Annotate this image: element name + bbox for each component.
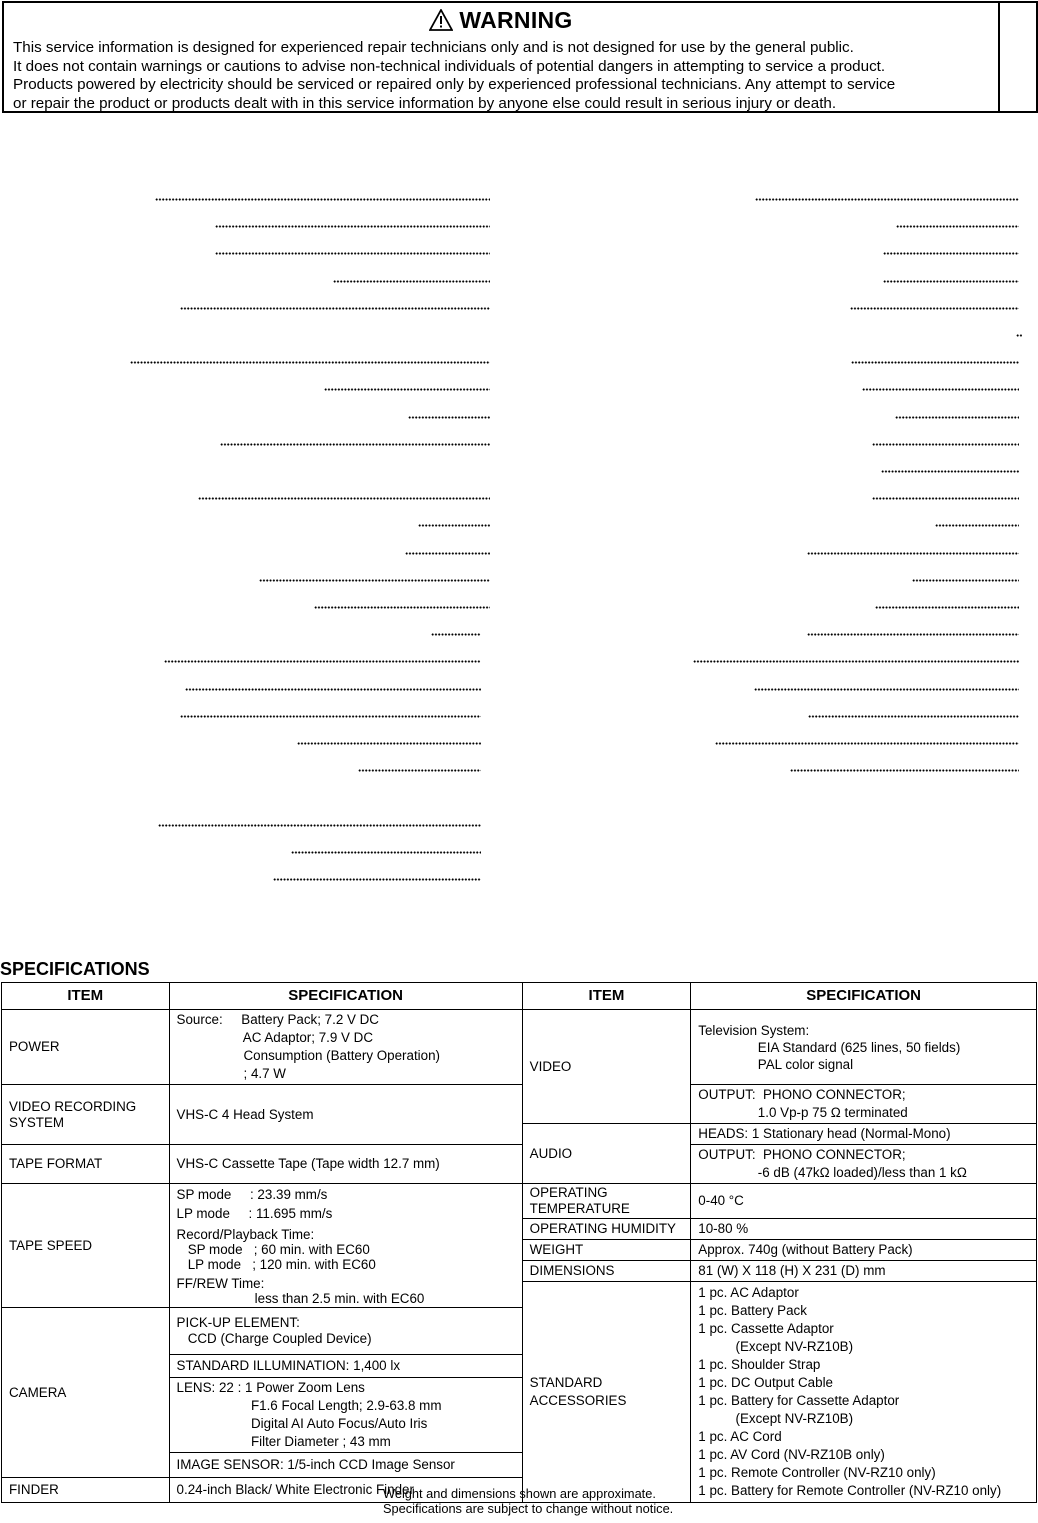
spec-line: LENS: 22 : 1 Power Zoom Lens — [176, 1380, 365, 1395]
item-standard-accessories — [522, 1282, 691, 1503]
item-line: VIDEO RECORDING — [9, 1098, 137, 1114]
spec-line: F1.6 Focal Length; 2.9-63.8 mm — [176, 1398, 442, 1413]
toc-dotted-leader — [862, 388, 1019, 391]
toc-dotted-leader — [215, 225, 490, 228]
spec-audio-output — [691, 1145, 1037, 1184]
spec-line: (Except NV-RZ10B) — [698, 1411, 854, 1426]
spec-line: 1 pc. Shoulder Strap — [698, 1357, 821, 1372]
warning-box — [2, 1, 1000, 113]
item-finder: FINDER — [2, 1478, 170, 1503]
item-line: STANDARD — [529, 1375, 603, 1390]
warning-title-text: WARNING — [459, 7, 573, 33]
spec-power — [169, 1010, 522, 1085]
header-specification: SPECIFICATION — [169, 983, 522, 1010]
item-camera: CAMERA — [2, 1308, 170, 1478]
spec-line: ; 4.7 W — [176, 1066, 286, 1081]
table-row — [2, 1085, 1037, 1124]
toc-dotted-leader — [754, 688, 1019, 691]
toc-dotted-leader — [715, 742, 1019, 745]
item-operating-humidity: OPERATING HUMIDITY — [522, 1219, 691, 1240]
spec-line: CCD (Charge Coupled Device) — [176, 1331, 372, 1346]
toc-dotted-leader — [408, 416, 490, 419]
table-header-row — [2, 983, 1037, 1010]
header-item: ITEM — [522, 983, 691, 1010]
spec-line: Consumption (Battery Operation) — [176, 1048, 440, 1063]
toc-dotted-leader — [418, 524, 490, 527]
item-tape-format: TAPE FORMAT — [2, 1145, 170, 1184]
spec-operating-temperature: 0-40 °C — [691, 1184, 1037, 1219]
toc-dotted-leader — [808, 715, 1019, 718]
spec-line: (Except NV-RZ10B) — [698, 1339, 854, 1354]
toc-dotted-leader — [155, 198, 490, 201]
toc-dotted-leader — [883, 280, 1019, 283]
spec-line: -6 dB (47kΩ loaded)/less than 1 kΩ — [698, 1165, 967, 1180]
spec-line: Digital AI Auto Focus/Auto Iris — [176, 1416, 428, 1431]
toc-dotted-leader — [220, 443, 490, 446]
toc-dotted-leader — [215, 252, 490, 255]
header-specification: SPECIFICATION — [691, 983, 1037, 1010]
spec-line: FF/REW Time: — [176, 1276, 265, 1291]
spec-line: 1 pc. Cassette Adaptor — [698, 1321, 834, 1336]
warning-line: Products powered by electricity should be serviced or repaired only by experienced professional technicians. Any attempt to service — [13, 76, 896, 94]
item-operating-temperature — [522, 1184, 691, 1219]
warning-line: or repair the product or products dealt with in this service information by anyone else could result in serious injury or death. — [13, 94, 837, 112]
item-line: ACCESSORIES — [529, 1393, 627, 1408]
warning-line: This service information is designed for experienced repair technicians only and is not designed for use by the general public. — [13, 39, 854, 56]
toc-dotted-leader — [333, 280, 490, 283]
spec-standard-accessories — [691, 1282, 1037, 1503]
toc-dotted-leader — [755, 198, 1019, 201]
toc-dotted-leader — [130, 361, 490, 364]
specifications-heading: SPECIFICATIONS — [0, 959, 150, 979]
spec-line: SP mode : 23.39 mm/s — [176, 1187, 328, 1202]
spec-line: 1 pc. AC Cord — [698, 1429, 782, 1444]
spec-line: SP mode ; 60 min. with EC60 — [176, 1242, 370, 1257]
item-line: OPERATING — [529, 1185, 608, 1200]
toc-dotted-leader — [1016, 334, 1022, 337]
toc-dotted-leader — [881, 470, 1019, 473]
item-audio: AUDIO — [522, 1124, 691, 1184]
toc-dotted-leader — [180, 307, 490, 310]
item-line: TEMPERATURE — [529, 1201, 630, 1216]
spec-line: 1 pc. Battery for Cassette Adaptor — [698, 1393, 900, 1408]
toc-dotted-leader — [198, 497, 490, 500]
spec-audio-heads: HEADS: 1 Stationary head (Normal-Mono) — [691, 1124, 1037, 1145]
spec-line: 1 pc. Battery Pack — [698, 1303, 807, 1318]
toc-dotted-leader — [935, 524, 1019, 527]
toc-dotted-leader — [872, 497, 1019, 500]
toc-dotted-leader — [807, 552, 1019, 555]
spec-line: EIA Standard (625 lines, 50 fields) — [698, 1039, 961, 1055]
specifications-footnote — [383, 1486, 673, 1516]
header-item: ITEM — [2, 983, 170, 1010]
toc-dotted-leader — [895, 416, 1019, 419]
item-weight: WEIGHT — [522, 1240, 691, 1261]
spec-line: 1.0 Vp-p 75 Ω terminated — [698, 1105, 908, 1120]
footnote-line: Weight and dimensions shown are approximate. — [383, 1486, 656, 1501]
spec-line: 1 pc. AV Cord (NV-RZ10B only) — [698, 1447, 885, 1462]
toc-dotted-leader — [850, 307, 1019, 310]
item-line: SYSTEM — [9, 1114, 65, 1130]
toc-dotted-leader — [872, 443, 1019, 446]
spec-tape-format: VHS-C Cassette Tape (Tape width 12.7 mm) — [169, 1145, 522, 1184]
spec-camera-pickup — [169, 1308, 522, 1355]
specifications-table — [1, 982, 1037, 1503]
spec-weight: Approx. 740g (without Battery Pack) — [691, 1240, 1037, 1261]
toc-dotted-leader — [896, 225, 1019, 228]
toc-dotted-leader — [314, 606, 490, 609]
item-power: POWER — [2, 1010, 170, 1085]
toc-dotted-leader — [164, 660, 481, 663]
item-dimensions: DIMENSIONS — [522, 1261, 691, 1282]
toc-dotted-leader — [185, 688, 481, 691]
toc-dotted-leader — [158, 824, 481, 827]
item-video: VIDEO — [522, 1010, 691, 1124]
toc-dotted-leader — [851, 361, 1019, 364]
toc-dotted-leader — [807, 633, 1019, 636]
spec-line: AC Adaptor; 7.9 V DC — [176, 1030, 374, 1045]
spec-line: Filter Diameter ; 43 mm — [176, 1434, 391, 1449]
item-tape-speed: TAPE SPEED — [2, 1184, 170, 1308]
spec-camera-lens — [169, 1378, 522, 1453]
spec-camera-sensor: IMAGE SENSOR: 1/5-inch CCD Image Sensor — [169, 1453, 522, 1478]
warning-line: It does not contain warnings or cautions to advise non-technical individuals of potential dangers in attempting to service a product. — [13, 57, 886, 75]
spec-camera-illumination: STANDARD ILLUMINATION: 1,400 lx — [169, 1355, 522, 1378]
warning-side-cell — [998, 1, 1038, 113]
toc-dotted-leader — [180, 715, 481, 718]
spec-line: 1 pc. Remote Controller (NV-RZ10 only) — [698, 1465, 936, 1480]
toc-dotted-leader — [259, 579, 490, 582]
toc-dotted-leader — [297, 742, 481, 745]
spec-line: Television System: — [698, 1022, 810, 1038]
warning-title — [4, 7, 998, 34]
spec-line: Record/Playback Time: — [176, 1227, 315, 1242]
spec-line: 1 pc. DC Output Cable — [698, 1375, 833, 1390]
spec-video-system — [691, 1010, 1037, 1085]
toc-dotted-leader — [358, 769, 481, 772]
table-row — [2, 1184, 1037, 1219]
toc-dotted-leader — [790, 769, 1019, 772]
spec-line: LP mode : 11.695 mm/s — [176, 1205, 333, 1221]
spec-line: OUTPUT: PHONO CONNECTOR; — [698, 1087, 906, 1102]
warning-text — [13, 39, 895, 113]
footnote-line: Specifications are subject to change without notice. — [383, 1501, 674, 1516]
spec-line: Source: Battery Pack; 7.2 V DC — [176, 1012, 379, 1027]
spec-finder: 0.24-inch Black/ White Electronic Finder — [169, 1478, 522, 1503]
toc-dotted-leader — [273, 878, 481, 881]
toc-dotted-leader — [693, 660, 1019, 663]
spec-line: 1 pc. AC Adaptor — [698, 1285, 799, 1300]
toc-dotted-leader — [291, 851, 481, 854]
spec-dimensions: 81 (W) X 118 (H) X 231 (D) mm — [691, 1261, 1037, 1282]
toc-dotted-leader — [875, 606, 1019, 609]
toc-dotted-leader — [431, 633, 481, 636]
spec-video-recording: VHS-C 4 Head System — [169, 1085, 522, 1145]
toc-dotted-leader — [912, 579, 1019, 582]
spec-line: less than 2.5 min. with EC60 — [176, 1291, 425, 1306]
warning-triangle-icon — [429, 9, 453, 31]
spec-line: 1 pc. Battery for Remote Controller (NV-RZ10 only) — [698, 1483, 1002, 1498]
toc-dotted-leader — [324, 388, 490, 391]
toc-dotted-leader — [405, 552, 490, 555]
spec-line: OUTPUT: PHONO CONNECTOR; — [698, 1147, 906, 1162]
spec-video-output — [691, 1085, 1037, 1124]
toc-dotted-leader — [883, 252, 1019, 255]
spec-line: LP mode ; 120 min. with EC60 — [176, 1257, 376, 1272]
item-video-recording — [2, 1085, 170, 1145]
spec-line: PICK-UP ELEMENT: — [176, 1315, 300, 1330]
spec-line: PAL color signal — [698, 1056, 854, 1072]
spec-tape-speed — [169, 1184, 522, 1308]
spec-operating-humidity: 10-80 % — [691, 1219, 1037, 1240]
